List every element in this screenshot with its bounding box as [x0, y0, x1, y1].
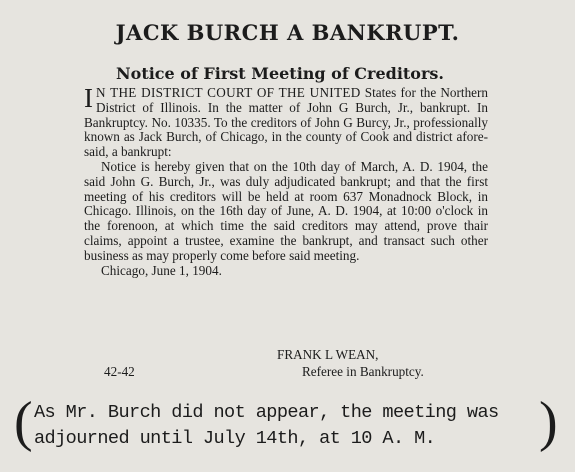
court-heading: N THE DISTRICT COURT OF THE UNITED — [96, 85, 361, 100]
open-parenthesis: ( — [14, 391, 33, 453]
signature-block — [84, 347, 488, 387]
notice-title: Notice of First Meeting of Creditors. — [116, 64, 444, 83]
reference-number: 42-42 — [104, 364, 135, 379]
annotation-line-2: adjourned until July 14th, at 10 A. M. — [34, 428, 436, 449]
notice-paragraph-2: Notice is hereby given that on the 10th day of March, A. D. 1904, the said John G. Burch, Jr., was duly adjudicated bankrupt; and that the first meeting of his creditors will be held at room 637 Monadnock Block, in Chicago. Illinois, on the 16th day of June, A. D. 1904, at 10:00 o'clock in the forenoon, at which time the said creditors may attend, prove thair claims, appoint a trustee, examine the bankrupt, and transact such other business as may properly come before said meeting. — [84, 158, 488, 263]
notice-body — [84, 83, 488, 278]
annotation-line-1: As Mr. Burch did not appear, the meeting was — [34, 402, 499, 423]
referee-title: Referee in Bankruptcy. — [302, 364, 424, 379]
headline: JACK BURCH A BANKRUPT. — [115, 20, 460, 45]
handwritten-annotation — [0, 391, 575, 460]
dateline: Chicago, June 1, 1904. — [101, 262, 222, 278]
close-parenthesis: ) — [539, 391, 558, 453]
notice-paragraph-1-text: States for the Northern District of Illinois. In the matter of John G Burch, Jr., bankrupt. In Bankruptcy. No. 10335. To the creditors of John G Burcy, Jr., professionally known as Jack Burch, of Chicago, in the county of Cook and district afore-said, a bankrupt: — [84, 85, 488, 160]
notice-paragraph-1 — [84, 83, 488, 160]
drop-cap: I — [84, 83, 93, 113]
signer-name: FRANK L WEAN, — [277, 347, 379, 362]
